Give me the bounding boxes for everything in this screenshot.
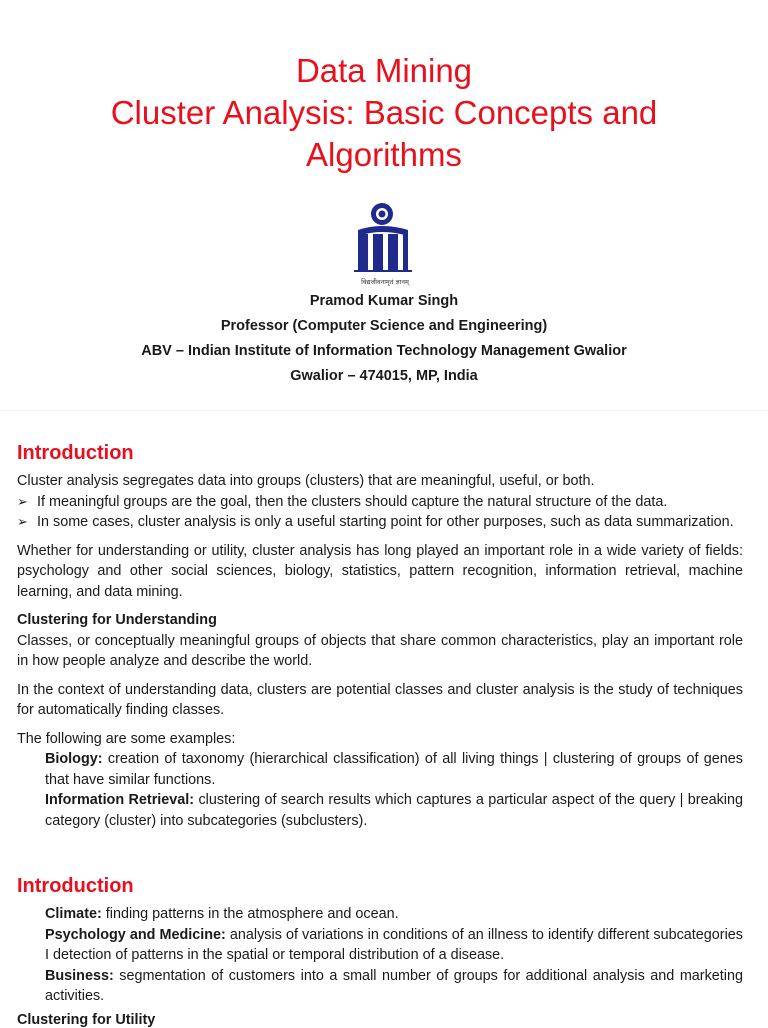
example-text: finding patterns in the atmosphere and ocean. xyxy=(101,906,399,922)
title-line-3: Algorithms xyxy=(306,136,462,173)
bullet-text: In some cases, cluster analysis is only a useful starting point for other purposes, such as data summarization. xyxy=(37,514,734,530)
example-item xyxy=(17,925,743,966)
example-term: Climate: xyxy=(45,906,102,922)
paragraph: Classes, or conceptually meaningful groups of objects that share common characteristics, play an important role in how people analyze and describe the world. xyxy=(17,632,743,669)
example-text: segmentation of customers into a small number of groups for additional analysis and marketing activities. xyxy=(45,967,743,1004)
intro-paragraph: Cluster analysis segregates data into groups (clusters) that are meaningful, useful, or both. xyxy=(17,473,595,489)
example-text: clustering of search results which captures a particular aspect of the query | breaking category (cluster) into subcategories (subclusters). xyxy=(45,792,743,829)
section1-body xyxy=(17,471,743,831)
example-term: Business: xyxy=(45,967,114,984)
example-term: Information Retrieval: xyxy=(45,792,195,808)
sub-heading: Clustering for Understanding xyxy=(17,612,217,628)
arrow-bullet-icon: ➢ xyxy=(17,493,28,509)
paragraph: In the context of understanding data, clusters are potential classes and cluster analysis is the study of techniques for automatically finding classes. xyxy=(17,681,743,718)
example-item xyxy=(17,966,743,1007)
arrow-bullet-icon: ➢ xyxy=(17,514,28,529)
bullet-text: If meaningful groups are the goal, then the clusters should capture the natural structure of the data. xyxy=(37,493,668,510)
example-text: analysis of variations in conditions of an illness to identify different subcategories I detection of patterns in the spatial or temporal distribution of a disease. xyxy=(45,926,743,963)
example-item xyxy=(17,749,743,790)
paragraph: Whether for understanding or utility, cluster analysis has long played an important role in a wide variety of fields: psychology and other social sciences, biology, statistics, pattern recognition, information retrieval, machine learning, and data mining. xyxy=(17,542,743,600)
author-block xyxy=(0,289,768,389)
title-line-2: Cluster Analysis: Basic Concepts and xyxy=(110,94,658,131)
list-item xyxy=(17,492,743,513)
example-term: Biology: xyxy=(45,751,103,767)
author-address: Gwalior – 474015, MP, India xyxy=(290,368,478,384)
example-text: creation of taxonomy (hierarchical classification) of all living things | clustering of groups of genes that have similar functions. xyxy=(45,751,743,788)
section-heading-introduction-2: Introduction xyxy=(17,875,134,897)
list-item xyxy=(17,512,743,533)
section2-body xyxy=(17,904,743,1007)
title-line-1: Data Mining xyxy=(295,52,473,89)
page-divider xyxy=(0,410,768,411)
example-term: Psychology and Medicine: xyxy=(45,926,226,943)
document-title xyxy=(0,50,768,176)
author-institute: ABV – Indian Institute of Information Technology Management Gwalior xyxy=(141,343,627,359)
example-item xyxy=(17,904,743,925)
logo-motto: विद्यजीवनामृतं ज्ञानम् xyxy=(361,278,409,286)
sub-heading-utility: Clustering for Utility xyxy=(17,1012,156,1028)
examples-intro: The following are some examples: xyxy=(17,730,236,747)
section-heading-introduction: Introduction xyxy=(17,442,134,464)
iiitm-emblem-icon xyxy=(352,200,422,286)
example-item xyxy=(17,790,743,831)
author-name: Pramod Kumar Singh xyxy=(309,293,459,309)
author-position: Professor (Computer Science and Engineering) xyxy=(220,318,548,334)
institute-logo xyxy=(352,200,422,286)
